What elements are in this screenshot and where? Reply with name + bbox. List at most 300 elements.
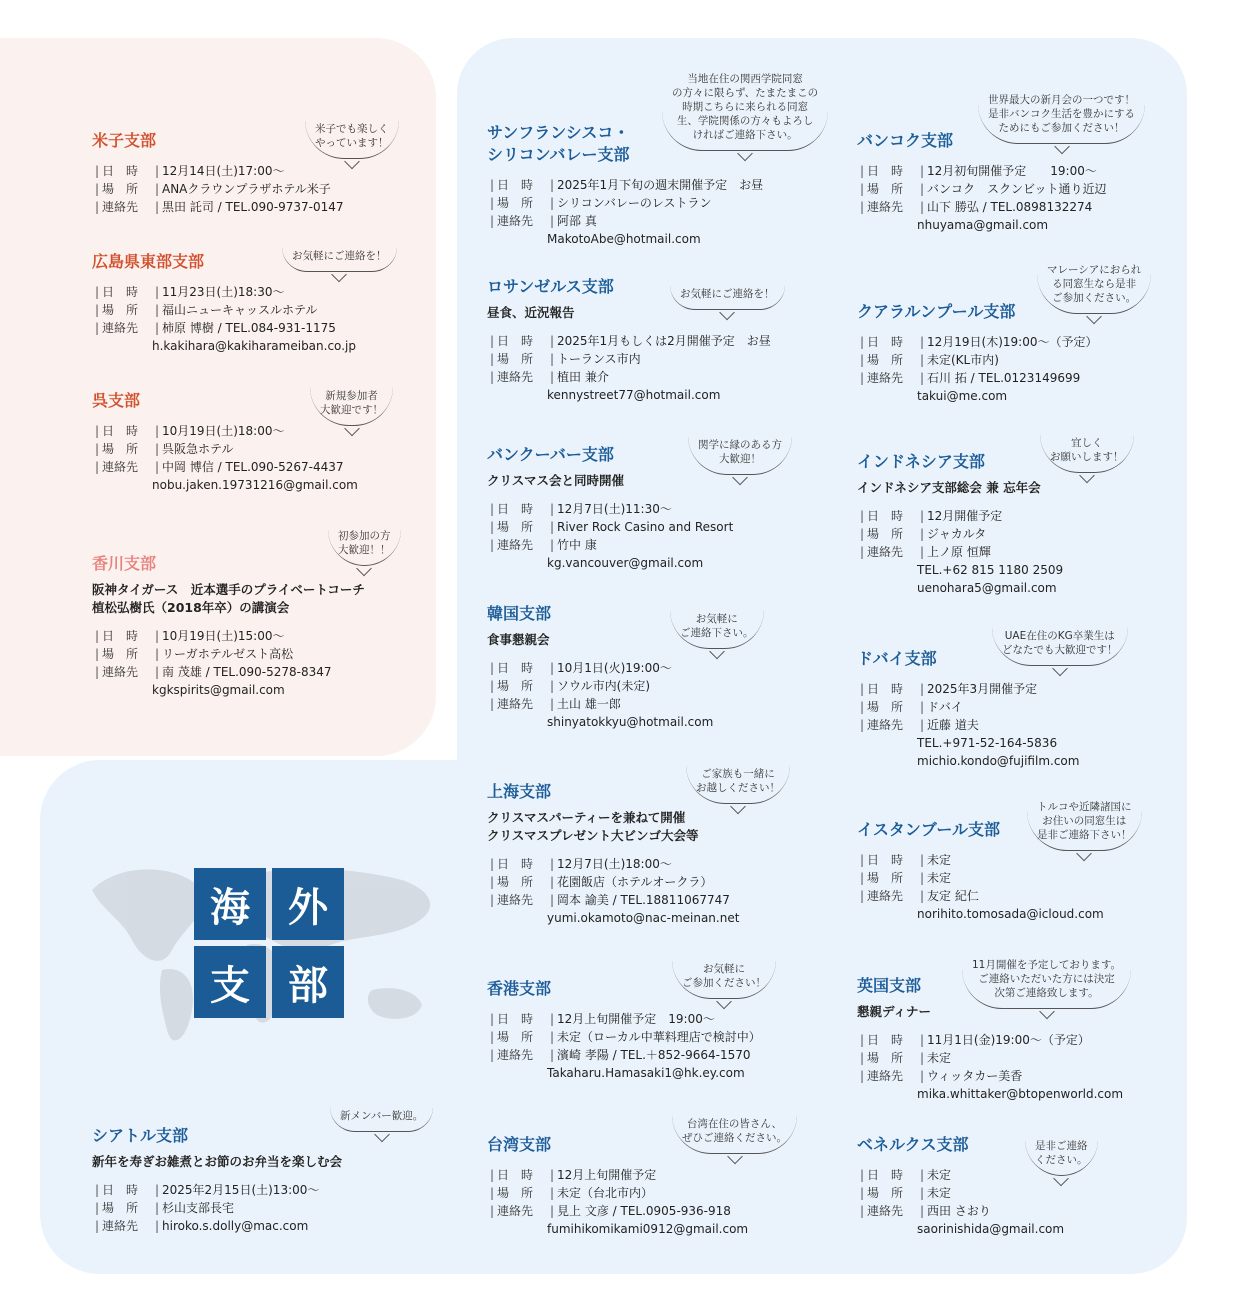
contact-detail: saorinishida@gmail.com bbox=[917, 1222, 1065, 1236]
info-value: 未定（ローカル中華料理店で検討中） bbox=[557, 1030, 761, 1044]
info-label: 場 所 bbox=[102, 1201, 139, 1215]
info-row bbox=[487, 500, 733, 518]
divider: | bbox=[549, 1186, 555, 1200]
logo-char: 部 bbox=[272, 946, 344, 1018]
info-value: 見上 文彦 / TEL.0905-936-918 bbox=[557, 1204, 731, 1218]
speech-bubble: トルコや近隣諸国に お住いの同窓生は 是非ご連絡下さい！ bbox=[1027, 798, 1142, 851]
divider: | bbox=[489, 1048, 495, 1062]
divider: | bbox=[489, 1012, 495, 1026]
info-label: 場 所 bbox=[867, 700, 904, 714]
info-value: 柿原 博樹 / TEL.084-931-1175 bbox=[162, 321, 336, 335]
divider: | bbox=[154, 164, 160, 178]
speech-bubble: 新メンバー歓迎。 bbox=[330, 1107, 433, 1132]
divider: | bbox=[154, 442, 160, 456]
info-rows bbox=[857, 507, 1063, 561]
branch-title: バンクーバー支部 bbox=[487, 445, 614, 464]
info-value: ジャカルタ bbox=[927, 527, 987, 541]
info-value: 未定(KL市内) bbox=[927, 353, 999, 367]
info-row bbox=[857, 1202, 1064, 1220]
contact-detail: yumi.okamoto@nac-meinan.net bbox=[547, 911, 740, 925]
branch-title: 韓国支部 bbox=[487, 604, 552, 623]
contact-detail: uenohara5@gmail.com bbox=[917, 581, 1057, 595]
info-row bbox=[487, 368, 771, 386]
info-value: トーランス市内 bbox=[557, 352, 641, 366]
contact-detail: nobu.jaken.19731216@gmail.com bbox=[152, 478, 358, 492]
divider: | bbox=[489, 857, 495, 871]
info-rows bbox=[857, 1031, 1123, 1085]
branch-kagawa bbox=[92, 553, 365, 699]
info-row bbox=[487, 194, 763, 212]
info-value: 石川 拓 / TEL.0123149699 bbox=[927, 371, 1081, 385]
divider: | bbox=[549, 520, 555, 534]
info-row bbox=[857, 543, 1063, 561]
divider: | bbox=[489, 502, 495, 516]
info-label: 日 時 bbox=[102, 285, 139, 299]
divider: | bbox=[489, 214, 495, 228]
divider: | bbox=[919, 853, 925, 867]
divider: | bbox=[154, 182, 160, 196]
contact-detail: kgkspirits@gmail.com bbox=[152, 683, 285, 697]
divider: | bbox=[489, 196, 495, 210]
overseas-branches-logo bbox=[194, 868, 346, 1020]
divider: | bbox=[489, 370, 495, 384]
branch-title: 香港支部 bbox=[487, 979, 552, 998]
info-row bbox=[92, 458, 358, 476]
divider: | bbox=[919, 371, 925, 385]
divider: | bbox=[549, 857, 555, 871]
info-value: 福山ニューキャッスルホテル bbox=[162, 303, 318, 317]
speech-bubble: 米子でも楽しく やっています！ bbox=[305, 120, 399, 159]
info-rows bbox=[487, 855, 739, 909]
divider: | bbox=[549, 679, 555, 693]
logo-char: 支 bbox=[194, 946, 266, 1018]
info-label: 場 所 bbox=[867, 527, 904, 541]
divider: | bbox=[154, 321, 160, 335]
divider: | bbox=[94, 629, 100, 643]
divider: | bbox=[859, 371, 865, 385]
info-label: 場 所 bbox=[867, 353, 904, 367]
info-rows bbox=[857, 680, 1079, 734]
info-label: 日 時 bbox=[497, 1012, 534, 1026]
info-value: 12月7日(土)11:30～ bbox=[557, 502, 672, 516]
info-row bbox=[857, 507, 1063, 525]
info-row bbox=[857, 333, 1098, 351]
info-row bbox=[487, 332, 771, 350]
info-label: 連絡先 bbox=[497, 370, 534, 384]
info-row bbox=[857, 162, 1107, 180]
info-row bbox=[487, 212, 763, 230]
info-row bbox=[857, 198, 1107, 216]
info-rows bbox=[92, 162, 344, 216]
info-rows bbox=[487, 1166, 748, 1220]
info-value: hiroko.s.dolly@mac.com bbox=[162, 1219, 309, 1233]
divider: | bbox=[549, 178, 555, 192]
branch-title: バンコク支部 bbox=[857, 131, 954, 150]
info-rows bbox=[92, 422, 358, 476]
divider: | bbox=[859, 1204, 865, 1218]
branch-subtitle: 食事懇親会 bbox=[487, 632, 550, 647]
info-row bbox=[487, 873, 739, 891]
speech-bubble: お気軽に ご連絡下さい。 bbox=[670, 610, 764, 649]
info-row bbox=[92, 301, 356, 319]
info-value: 12月上旬開催予定 bbox=[557, 1168, 657, 1182]
info-value: ウィッタカー美香 bbox=[927, 1069, 1023, 1083]
logo-char: 外 bbox=[272, 868, 344, 940]
divider: | bbox=[859, 1069, 865, 1083]
branch-title: ロサンゼルス支部 bbox=[487, 277, 614, 296]
divider: | bbox=[919, 545, 925, 559]
info-row bbox=[92, 663, 365, 681]
contact-detail: mika.whittaker@btopenworld.com bbox=[917, 1087, 1124, 1101]
info-row bbox=[857, 851, 1104, 869]
divider: | bbox=[489, 1204, 495, 1218]
branch-subtitle: クリスマスパーティーを兼ねて開催 クリスマスプレゼント大ビンゴ大会等 bbox=[487, 810, 699, 843]
info-value: 土山 雄一郎 bbox=[557, 697, 621, 711]
branch-subtitle: 昼食、近況報告 bbox=[487, 305, 575, 320]
divider: | bbox=[859, 853, 865, 867]
info-row bbox=[857, 351, 1098, 369]
info-value: 12月19日(木)19:00～（予定） bbox=[927, 335, 1098, 349]
divider: | bbox=[919, 718, 925, 732]
info-label: 連絡先 bbox=[497, 1204, 534, 1218]
info-label: 日 時 bbox=[497, 334, 534, 348]
speech-bubble: 11月開催を予定しております。 ご連絡いただいた方には決定 次第ご連絡致します。 bbox=[962, 956, 1131, 1009]
info-value: 西田 さおり bbox=[927, 1204, 991, 1218]
info-row bbox=[92, 198, 344, 216]
info-value: 未定（台北市内） bbox=[557, 1186, 654, 1200]
speech-bubble: 台湾在住の皆さん、 ぜひご連絡ください。 bbox=[672, 1115, 797, 1154]
branch-vancouver bbox=[487, 444, 733, 572]
info-value: 未定 bbox=[927, 1168, 952, 1182]
divider: | bbox=[919, 1204, 925, 1218]
info-value: 未定 bbox=[927, 1186, 952, 1200]
info-label: 日 時 bbox=[497, 502, 534, 516]
info-label: 日 時 bbox=[497, 178, 534, 192]
info-row bbox=[92, 1181, 342, 1199]
divider: | bbox=[154, 1219, 160, 1233]
branch-kl bbox=[857, 301, 1098, 405]
info-value: 岡本 諭美 / TEL.18811067747 bbox=[557, 893, 730, 907]
contact-detail: fumihikomikami0912@gmail.com bbox=[547, 1222, 749, 1236]
info-label: 連絡先 bbox=[867, 718, 904, 732]
info-value: 濱崎 孝陽 / TEL.＋852-9664-1570 bbox=[557, 1048, 751, 1062]
info-row bbox=[487, 518, 733, 536]
info-label: 連絡先 bbox=[867, 889, 904, 903]
info-row bbox=[857, 1049, 1123, 1067]
info-value: 10月19日(土)15:00～ bbox=[162, 629, 285, 643]
info-value: 友定 紀仁 bbox=[927, 889, 979, 903]
info-rows bbox=[487, 1010, 761, 1064]
info-label: 日 時 bbox=[867, 682, 904, 696]
info-label: 連絡先 bbox=[102, 321, 139, 335]
info-label: 日 時 bbox=[102, 629, 139, 643]
info-value: 竹中 康 bbox=[557, 538, 597, 552]
info-value: 未定 bbox=[927, 853, 952, 867]
divider: | bbox=[549, 697, 555, 711]
info-label: 日 時 bbox=[497, 1168, 534, 1182]
divider: | bbox=[919, 871, 925, 885]
divider: | bbox=[549, 334, 555, 348]
info-row bbox=[857, 1184, 1064, 1202]
divider: | bbox=[154, 200, 160, 214]
branch-title: 米子支部 bbox=[92, 131, 157, 150]
divider: | bbox=[94, 285, 100, 299]
info-row bbox=[857, 1067, 1123, 1085]
speech-bubble: 関学に縁のある方 大歓迎！ bbox=[688, 436, 792, 475]
branch-dubai bbox=[857, 648, 1079, 770]
divider: | bbox=[919, 700, 925, 714]
info-row bbox=[487, 1184, 748, 1202]
branch-title: 上海支部 bbox=[487, 782, 552, 801]
info-row bbox=[487, 1166, 748, 1184]
branch-subtitle: 阪神タイガース 近本選手のプライベートコーチ 植松弘樹氏（2018年卒）の講演会 bbox=[92, 582, 365, 615]
info-row bbox=[92, 1199, 342, 1217]
speech-bubble: 是非ご連絡 ください。 bbox=[1025, 1137, 1098, 1176]
info-value: 杉山支部長宅 bbox=[162, 1201, 235, 1215]
info-row bbox=[92, 162, 344, 180]
info-label: 日 時 bbox=[102, 1183, 139, 1197]
divider: | bbox=[549, 661, 555, 675]
divider: | bbox=[859, 889, 865, 903]
info-label: 場 所 bbox=[867, 182, 904, 196]
info-value: シリコンバレーのレストラン bbox=[557, 196, 712, 210]
divider: | bbox=[549, 196, 555, 210]
info-row bbox=[92, 440, 358, 458]
branch-subtitle: クリスマス会と同時開催 bbox=[487, 473, 625, 488]
contact-detail: TEL.+62 815 1180 2509 bbox=[917, 563, 1064, 577]
info-value: 12月7日(土)18:00～ bbox=[557, 857, 672, 871]
divider: | bbox=[489, 679, 495, 693]
branch-subtitle: 新年を寿ぎお雑煮とお節のお弁当を楽しむ会 bbox=[92, 1154, 343, 1169]
divider: | bbox=[154, 424, 160, 438]
info-label: 場 所 bbox=[102, 182, 139, 196]
divider: | bbox=[94, 1219, 100, 1233]
branch-yonago bbox=[92, 130, 344, 216]
divider: | bbox=[549, 538, 555, 552]
info-row bbox=[487, 659, 713, 677]
divider: | bbox=[859, 545, 865, 559]
info-label: 連絡先 bbox=[867, 545, 904, 559]
divider: | bbox=[94, 200, 100, 214]
info-value: ドバイ bbox=[927, 700, 963, 714]
speech-bubble: UAE在住のKG卒業生は どなたでも大歓迎です！ bbox=[992, 627, 1128, 666]
divider: | bbox=[154, 629, 160, 643]
info-row bbox=[92, 283, 356, 301]
divider: | bbox=[94, 164, 100, 178]
info-label: 連絡先 bbox=[867, 371, 904, 385]
info-value: 12月初旬開催予定 19:00～ bbox=[927, 164, 1097, 178]
divider: | bbox=[859, 718, 865, 732]
divider: | bbox=[859, 353, 865, 367]
contact-detail: kennystreet77@hotmail.com bbox=[547, 388, 721, 402]
info-label: 場 所 bbox=[497, 1186, 534, 1200]
divider: | bbox=[919, 1186, 925, 1200]
info-rows bbox=[92, 283, 356, 337]
info-row bbox=[857, 1031, 1123, 1049]
divider: | bbox=[154, 285, 160, 299]
info-row bbox=[487, 1028, 761, 1046]
info-value: 近藤 道夫 bbox=[927, 718, 979, 732]
info-label: 日 時 bbox=[867, 335, 904, 349]
divider: | bbox=[859, 182, 865, 196]
info-label: 日 時 bbox=[867, 164, 904, 178]
info-rows bbox=[487, 332, 771, 386]
info-label: 連絡先 bbox=[497, 697, 534, 711]
contact-detail: michio.kondo@fujifilm.com bbox=[917, 754, 1080, 768]
divider: | bbox=[859, 1168, 865, 1182]
info-value: 12月開催予定 bbox=[927, 509, 1003, 523]
info-value: 11月23日(土)18:30～ bbox=[162, 285, 285, 299]
branch-title: 台湾支部 bbox=[487, 1135, 552, 1154]
divider: | bbox=[94, 1201, 100, 1215]
branch-seattle bbox=[92, 1125, 342, 1235]
info-value: 10月1日(火)19:00～ bbox=[557, 661, 672, 675]
divider: | bbox=[154, 647, 160, 661]
info-rows bbox=[487, 176, 763, 230]
branch-title: インドネシア支部 bbox=[857, 452, 985, 471]
info-row bbox=[92, 1217, 342, 1235]
info-label: 日 時 bbox=[102, 164, 139, 178]
speech-bubble: 初参加の方 大歓迎！！ bbox=[328, 527, 401, 566]
divider: | bbox=[919, 164, 925, 178]
info-label: 日 時 bbox=[867, 853, 904, 867]
divider: | bbox=[919, 1033, 925, 1047]
contact-detail: h.kakihara@kakiharameiban.co.jp bbox=[152, 339, 356, 353]
info-label: 場 所 bbox=[102, 647, 139, 661]
info-value: 呉阪急ホテル bbox=[162, 442, 234, 456]
divider: | bbox=[919, 1051, 925, 1065]
info-rows bbox=[487, 500, 733, 554]
info-value: ソウル市内(未定) bbox=[557, 679, 651, 693]
info-value: 花園飯店（ホテルオークラ） bbox=[557, 875, 713, 889]
info-row bbox=[487, 891, 739, 909]
speech-bubble: お気軽にご連絡を！ bbox=[282, 247, 397, 272]
contact-detail: shinyatokkyu@hotmail.com bbox=[547, 715, 714, 729]
contact-detail: norihito.tomosada@icloud.com bbox=[917, 907, 1104, 921]
info-value: ANAクラウンプラザホテル米子 bbox=[162, 182, 331, 196]
divider: | bbox=[94, 1183, 100, 1197]
info-label: 場 所 bbox=[497, 875, 534, 889]
info-value: 未定 bbox=[927, 871, 952, 885]
divider: | bbox=[154, 460, 160, 474]
info-label: 連絡先 bbox=[497, 1048, 534, 1062]
info-value: 2025年2月15日(土)13:00～ bbox=[162, 1183, 320, 1197]
info-row bbox=[487, 176, 763, 194]
contact-detail: TEL.+971-52-164-5836 bbox=[917, 736, 1058, 750]
info-label: 連絡先 bbox=[102, 460, 139, 474]
speech-bubble: 当地在住の関西学院同窓 の方々に限らず、たまたまこの 時期こちらに来られる同窓 生、学院関係の方々もよろし ければご連絡下さい。 bbox=[662, 70, 828, 151]
divider: | bbox=[549, 1204, 555, 1218]
info-label: 連絡先 bbox=[497, 538, 534, 552]
divider: | bbox=[919, 200, 925, 214]
info-row bbox=[487, 677, 713, 695]
branch-title: 呉支部 bbox=[92, 391, 141, 410]
divider: | bbox=[549, 875, 555, 889]
branch-title: クアラルンプール支部 bbox=[857, 302, 1016, 321]
info-value: 中岡 博信 / TEL.090-5267-4437 bbox=[162, 460, 344, 474]
speech-bubble: お気軽に ご参加ください！ bbox=[672, 960, 776, 999]
info-value: 植田 兼介 bbox=[557, 370, 609, 384]
divider: | bbox=[549, 1012, 555, 1026]
info-row bbox=[92, 645, 365, 663]
branch-indonesia bbox=[857, 451, 1063, 597]
info-label: 連絡先 bbox=[497, 893, 534, 907]
divider: | bbox=[489, 1186, 495, 1200]
info-row bbox=[857, 887, 1104, 905]
divider: | bbox=[94, 647, 100, 661]
divider: | bbox=[549, 502, 555, 516]
info-row bbox=[857, 698, 1079, 716]
divider: | bbox=[489, 893, 495, 907]
divider: | bbox=[549, 352, 555, 366]
branch-subtitle: インドネシア支部総会 兼 忘年会 bbox=[857, 480, 1041, 495]
divider: | bbox=[859, 1033, 865, 1047]
contact-detail: kg.vancouver@gmail.com bbox=[547, 556, 704, 570]
branch-title: 広島県東部支部 bbox=[92, 252, 205, 271]
divider: | bbox=[859, 1186, 865, 1200]
info-label: 連絡先 bbox=[867, 1204, 904, 1218]
info-value: 2025年3月開催予定 bbox=[927, 682, 1038, 696]
info-label: 場 所 bbox=[497, 352, 534, 366]
divider: | bbox=[489, 697, 495, 711]
divider: | bbox=[549, 1168, 555, 1182]
info-label: 場 所 bbox=[867, 1051, 904, 1065]
divider: | bbox=[549, 214, 555, 228]
info-value: 2025年1月下旬の週末開催予定 お昼 bbox=[557, 178, 764, 192]
info-row bbox=[92, 627, 365, 645]
info-rows bbox=[487, 659, 713, 713]
divider: | bbox=[859, 335, 865, 349]
info-row bbox=[92, 319, 356, 337]
info-value: 10月19日(土)18:00～ bbox=[162, 424, 285, 438]
info-value: 未定 bbox=[927, 1051, 952, 1065]
info-label: 場 所 bbox=[102, 303, 139, 317]
info-value: 上ノ原 恒輝 bbox=[927, 545, 991, 559]
info-value: 2025年1月もしくは2月開催予定 お昼 bbox=[557, 334, 771, 348]
divider: | bbox=[489, 334, 495, 348]
branch-title: 香川支部 bbox=[92, 554, 157, 573]
info-value: River Rock Casino and Resort bbox=[557, 520, 734, 534]
divider: | bbox=[859, 700, 865, 714]
divider: | bbox=[94, 182, 100, 196]
divider: | bbox=[94, 424, 100, 438]
info-row bbox=[92, 422, 358, 440]
info-rows bbox=[857, 1166, 1064, 1220]
info-rows bbox=[92, 1181, 342, 1235]
info-label: 日 時 bbox=[497, 857, 534, 871]
contact-detail: Takaharu.Hamasaki1@hk.ey.com bbox=[547, 1066, 745, 1080]
divider: | bbox=[489, 661, 495, 675]
divider: | bbox=[919, 353, 925, 367]
divider: | bbox=[919, 1168, 925, 1182]
divider: | bbox=[154, 1201, 160, 1215]
info-row bbox=[857, 525, 1063, 543]
divider: | bbox=[94, 442, 100, 456]
logo-char: 海 bbox=[194, 868, 266, 940]
divider: | bbox=[919, 527, 925, 541]
divider: | bbox=[549, 1048, 555, 1062]
info-label: 連絡先 bbox=[497, 214, 534, 228]
divider: | bbox=[859, 527, 865, 541]
info-value: リーガホテルゼスト高松 bbox=[162, 647, 294, 661]
info-row bbox=[487, 855, 739, 873]
info-label: 日 時 bbox=[867, 509, 904, 523]
divider: | bbox=[489, 520, 495, 534]
divider: | bbox=[154, 665, 160, 679]
divider: | bbox=[94, 665, 100, 679]
info-label: 連絡先 bbox=[102, 665, 139, 679]
info-value: 山下 勝弘 / TEL.0898132274 bbox=[927, 200, 1093, 214]
